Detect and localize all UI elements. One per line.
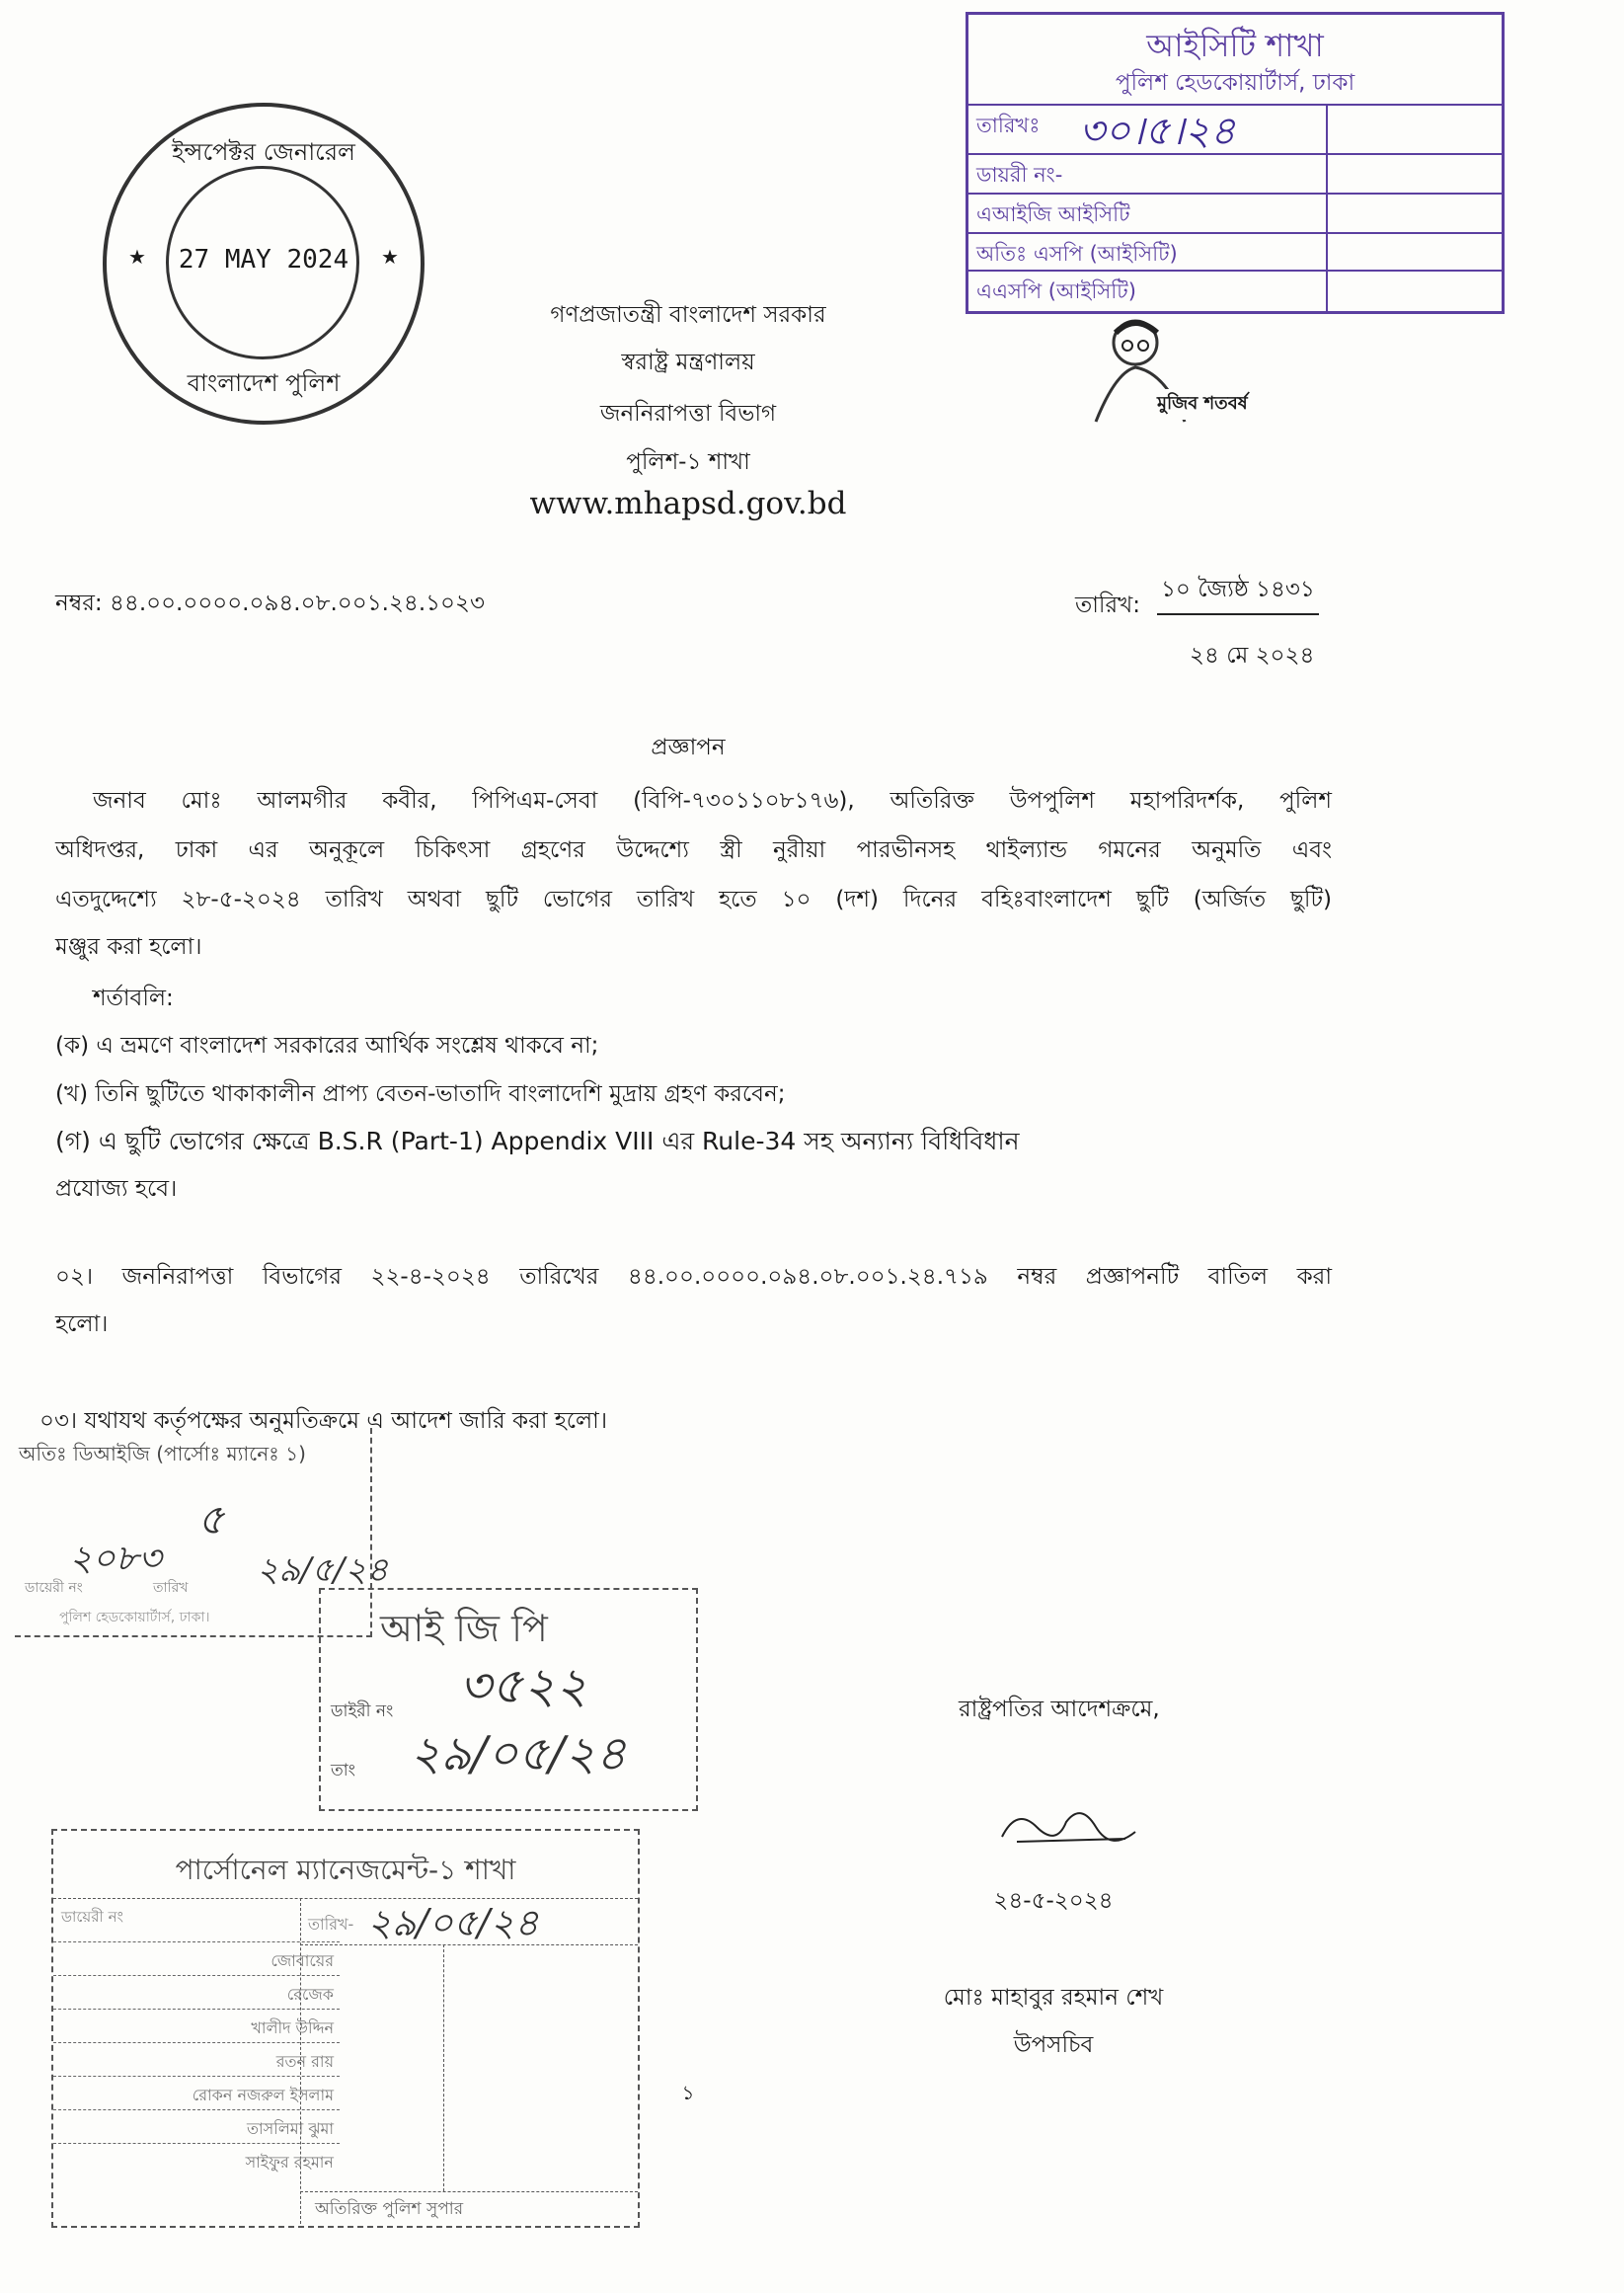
branch-name: পুলিশ-১ শাখা [626, 449, 750, 475]
ict-handwritten-date: ৩০।৫।২৪ [1079, 109, 1236, 154]
igp-stamp-title: আই জি পি [380, 1607, 548, 1650]
pm-name-row: রতন রায় [53, 2042, 340, 2077]
pm-footer: অতিরিক্ত পুলিশ সুপার [315, 2199, 464, 2219]
division-name: জননিরাপত্তা বিভাগ [599, 401, 777, 427]
page-number: ১ [681, 2081, 695, 2104]
seal-star-icon: ★ [381, 245, 399, 269]
dig-date-label: তারিখ [153, 1580, 189, 1596]
para1-line: অধিদপ্তর, ঢাকা এর অনুকূলে চিকিৎসা গ্রহণের উদ্দেশ্যে স্ত্রী নুরীয়া পারভীনসহ থাইল্যান্ড গমনের অনুমতি এবং [55, 837, 1332, 863]
igp-diary-stamp [319, 1588, 698, 1811]
seal-star-icon: ★ [128, 245, 146, 269]
website-link[interactable]: www.mhapsd.gov.bd [529, 486, 847, 521]
condition-item: (ক) এ ভ্রমণে বাংলাদেশ সরকারের আর্থিক সংশ্লেষ থাকবে না; [55, 1033, 599, 1059]
condition-item: প্রযোজ্য হবে। [55, 1176, 178, 1202]
ict-stamp-title: আইসিটি শাখা [1146, 27, 1324, 64]
ict-row-addl-sp: অতিঃ এসপি (আইসিটি) [968, 232, 1502, 272]
pm-divider [443, 1944, 444, 2191]
pm-name-row: তাসলিমা ঝুমা [53, 2109, 340, 2144]
dig-diary-no: ২০৮৩ [69, 1539, 162, 1579]
pm-name-row: খালীদ উদ্দিন [53, 2009, 340, 2043]
ict-row-asp: এএসপি (আইসিটি) [968, 270, 1502, 309]
ict-row-diary: ডায়রী নং- [968, 153, 1502, 193]
para1-line: এতদুদ্দেশ্যে ২৮-৫-২০২৪ তারিখ অথবা ছুটি ভোগের তারিখ হতে ১০ (দশ) দিনের বহিঃবাংলাদেশ ছুটি (অর্জিত ছুটি) [55, 887, 1332, 912]
igp-date: ২৯/০৫/২৪ [410, 1726, 627, 1781]
dig-footer: পুলিশ হেডকোয়ার্টার্স, ঢাকা। [59, 1610, 210, 1625]
date-label: তারিখ: [1075, 593, 1141, 618]
para1-line: জনাব মোঃ আলমগীর কবীর, পিপিএম-সেবা (বিপি-৭৩০১১০৮১৭৬), অতিরিক্ত উপপুলিশ মহাপরিদর্শক, পুলিশ [93, 788, 1332, 814]
conditions-label: শর্তাবলি: [93, 986, 174, 1011]
para1-line: মঞ্জুর করা হলো। [55, 934, 202, 960]
ict-stamp-subtitle: পুলিশ হেডকোয়ার্টার্স, ঢাকা [1115, 70, 1355, 96]
dig-date: ২৯/৫/২৪ [257, 1550, 389, 1590]
ict-row-date: তারিখঃ ৩০।৫।২৪ [968, 104, 1502, 155]
para3: ০৩। যথাযথ কর্তৃপক্ষের অনুমতিক্রমে এ আদেশ জারি করা হলো। [39, 1408, 608, 1434]
pm-name-row: সাইফুর রহমান [53, 2143, 340, 2177]
memo-number: নম্বর: ৪৪.০০.০০০০.০৯৪.০৮.০০১.২৪.১০২৩ [55, 591, 485, 616]
pm-date: ২৯/০৫/২৪ [367, 1901, 539, 1944]
pm-divider [53, 1898, 638, 1899]
seal-top-text: ইন্সপেক্টর জেনারেল [172, 138, 355, 166]
pm-diary-label: ডায়েরী নং [61, 1908, 123, 1926]
date-english: ২৪ মে ২০২৪ [1190, 643, 1315, 669]
ict-row-aig: এআইজি আইসিটি [968, 193, 1502, 232]
mujib-centenary-logo [1086, 308, 1274, 425]
ict-branch-stamp [966, 12, 1505, 314]
condition-item: (খ) তিনি ছুটিতে থাকাকালীন প্রাপ্য বেতন-ভাতাদি বাংলাদেশি মুদ্রায় গ্রহণ করবেন; [55, 1081, 786, 1107]
para2-line: ০২। জননিরাপত্তা বিভাগের ২২-৪-২০২৪ তারিখের ৪৪.০০.০০০০.০৯৪.০৮.০০১.২৪.৭১৯ নম্বর প্রজ্ঞাপনটি বাতিল করা [55, 1264, 1332, 1290]
igp-diary-label: ডাইরী নং [331, 1701, 394, 1721]
notification-title: প্রজ্ঞাপন [651, 735, 726, 760]
igp-diary-no: ৩৫২২ [459, 1657, 587, 1714]
logo-text: মুজিব শতবর্ষ [1157, 389, 1248, 420]
dig-stamp-title: অতিঃ ডিআইজি (পার্সোঃ ম্যানেঃ ১) [19, 1442, 306, 1465]
pm-stamp-title: পার্সোনেল ম্যানেজমেন্ট-১ শাখা [175, 1854, 516, 1886]
ig-office-seal [103, 103, 425, 425]
dig-hand-mark: ৫ [197, 1495, 225, 1543]
signatory-name: মোঃ মাহাবুর রহমান শেখ [943, 1985, 1164, 2011]
pm-divider [300, 2191, 638, 2192]
seal-bottom-text: বাংলাদেশ পুলিশ [187, 369, 341, 397]
igp-date-label: তাং [331, 1761, 356, 1780]
signature-icon [997, 1797, 1145, 1857]
pm-date-label: তারিখ- [308, 1915, 354, 1934]
presidential-order-line: রাষ্ট্রপতির আদেশক্রমে, [959, 1697, 1160, 1722]
pm-name-row: জোবায়ের [53, 1941, 340, 1976]
signatory-designation: উপসচিব [1013, 2032, 1094, 2058]
pm-name-row: রোকন নজরুল ইসলাম [53, 2076, 340, 2110]
condition-item: (গ) এ ছুটি ভোগের ক্ষেত্রে B.S.R (Part-1) Appendix VIII এর Rule-34 সহ অন্যান্য বিধিবিধান [55, 1127, 1020, 1155]
ministry-name: স্বরাষ্ট্র মন্ত্রণালয় [621, 350, 755, 375]
personnel-management-stamp [51, 1829, 640, 2228]
date-bangla: ১০ জ্যৈষ্ঠ ১৪৩১ [1157, 571, 1319, 615]
pm-divider [300, 1944, 638, 1945]
dig-diary-label: ডায়েরী নং [25, 1580, 83, 1596]
pm-name-row: রেজেক [53, 1975, 340, 2010]
signature-date: ২৪-৫-২০২৪ [993, 1888, 1114, 1914]
para2-line: হলো। [55, 1311, 109, 1337]
seal-date: 27 MAY 2024 [178, 245, 349, 275]
govt-name: গণপ্রজাতন্ত্রী বাংলাদেশ সরকার [550, 302, 826, 328]
